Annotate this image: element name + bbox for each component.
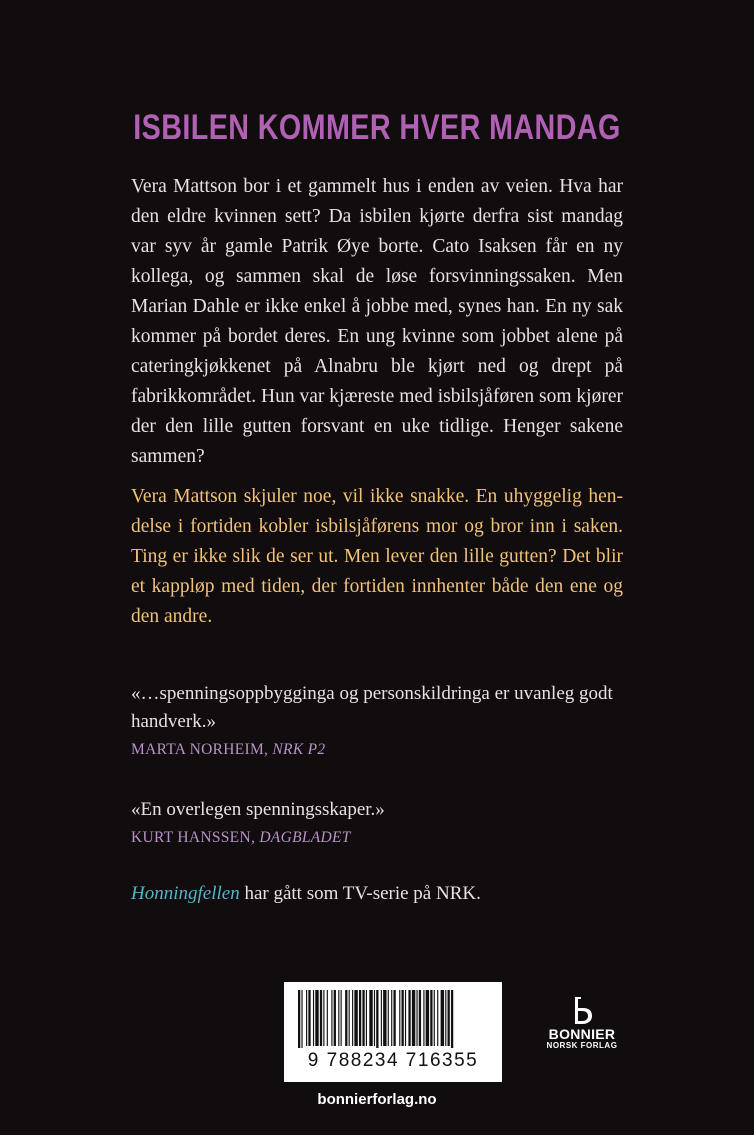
bonnier-b-icon [569,995,595,1025]
barcode-bar [388,990,389,1046]
barcode-bar [383,990,386,1046]
barcode-bar [448,990,450,1046]
barcode-bar [315,990,318,1046]
tv-note-text: har gått som TV-serie på NRK. [239,883,481,904]
barcode-bar [381,990,382,1046]
barcode-bar [362,990,364,1046]
barcode-bar [402,990,404,1046]
barcode-bar [338,990,339,1046]
barcode-bar [399,990,400,1046]
tv-note-book-title: Honningfellen [131,883,240,904]
barcode-bar [352,990,353,1046]
barcode-bar [423,990,424,1046]
barcode-bar [437,990,438,1046]
synopsis-paragraph-2: Vera Mattson skjuler noe, vil ikke snakke. En uhyggelig hendelse i fortiden kobler isbilsjåførens mor og bror inn i saken. Ting er ikke slik de ser ut. Men lever den lille gutten? Det blir et kappløp med tiden, der fortiden innhenter både den ene og den andre. [131,486,623,627]
quote-source: DAGBLADET [259,829,351,846]
barcode-bars-icon [298,990,488,1048]
barcode-bar [412,990,415,1046]
isbn-number: 9 788234 716355 [307,1050,479,1071]
quote-attribution [131,824,651,852]
barcode-bar [301,990,302,1048]
barcode-bar [341,990,342,1046]
barcode-bar [408,990,410,1046]
quote-author: KURT HANSSEN, [131,829,256,846]
synopsis-paragraph-1: Vera Mattson bor i et gammelt hus i enden av veien. Hva har den eldre kvinnen sett? Da isbilen kjørte derfra sist mandag var syv år gamle Patrik Øye borte. Cato Isaksen får en ny kollega, og sammen skal de løse forsvinningssaken. Men Marian Dahle er ikke enkel å jobbe med, synes han. En ny sak kommer på bordet deres. En ung kvinne som jobbet alene på cateringkjøkkenet på Alnabru ble kjørt ned og drept på fabrikkområdet. Hun var kjæreste med isbilsjåføren som kjører der den lille gutten forsvant en uke tidlige. Henger sakene sammen? [131,176,623,467]
barcode-bar [323,990,324,1046]
barcode-bar [306,990,307,1046]
barcode-bar [327,990,328,1046]
barcode-bar [349,990,350,1046]
barcode-bar [308,990,310,1046]
barcode-bar [445,990,446,1046]
barcode-bar [366,990,367,1046]
barcode-bar [393,990,395,1046]
quote-attribution [131,736,651,764]
barcode-bar [359,990,361,1046]
barcode-bar [426,990,429,1046]
publisher-website: bonnierforlag.no [317,1091,437,1108]
barcode-bar [441,990,444,1046]
barcode-bar [320,990,322,1046]
barcode-bar [391,990,392,1046]
barcode-bar [451,990,453,1048]
tv-series-note [131,880,651,908]
barcode-bar [354,990,357,1046]
barcode-bar [369,990,372,1046]
barcode-bar [331,990,332,1046]
barcode-bar [376,990,378,1048]
barcode-bar [334,990,336,1046]
book-title: ISBILEN KOMMER HVER MANDAG [133,108,621,147]
quote-text: «…spenningsoppbygginga og personskildringa er uvanleg godt handverk.» [131,683,613,732]
quote-text: «En overlegen spenningsskaper.» [131,799,385,820]
barcode-bar [434,990,435,1046]
quote-author: MARTA NORHEIM, [131,741,269,758]
barcode-bar [419,990,421,1046]
review-quote-2 [131,796,651,852]
publisher-logo [522,995,642,1051]
publisher-subtitle: NORSK FORLAG [546,1041,618,1050]
barcode-bar [345,990,347,1046]
publisher-name: BONNIER [548,1026,616,1042]
barcode-bar [405,990,406,1046]
barcode-bar [430,990,432,1046]
barcode-bar [416,990,417,1046]
quote-source: NRK P2 [272,741,326,758]
barcode [284,982,502,1082]
barcode-bar [374,990,375,1046]
barcode-bar [298,990,300,1048]
review-quote-1 [131,680,651,764]
barcode-bar [313,990,314,1046]
